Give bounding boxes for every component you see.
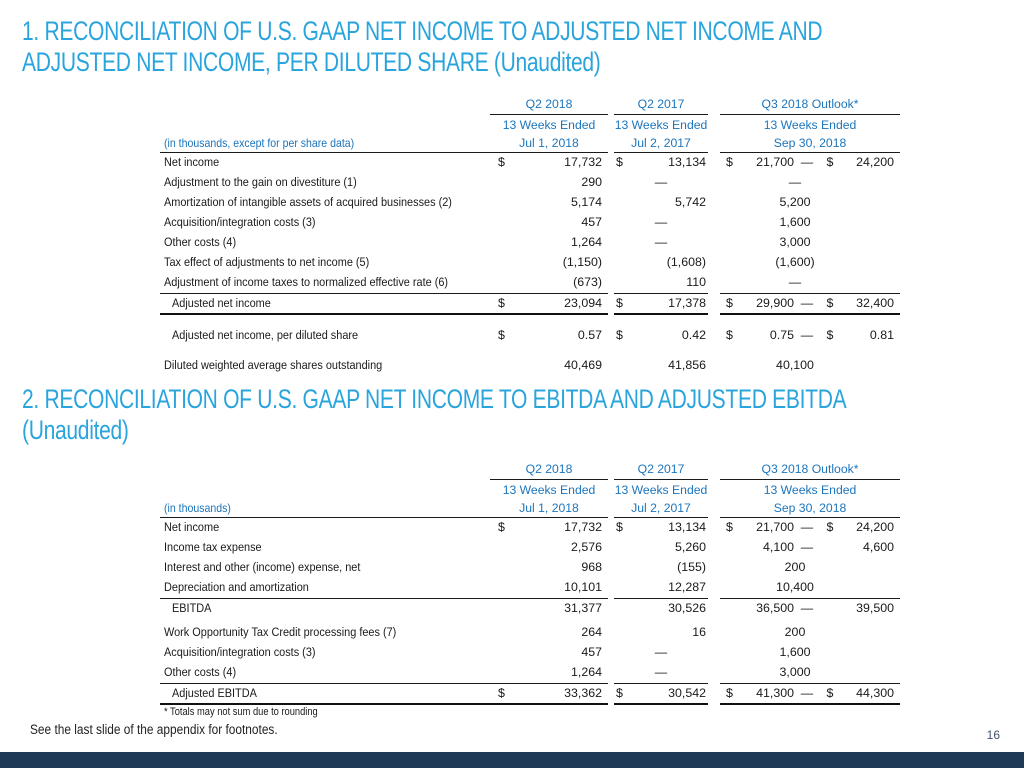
row-label: Tax effect of adjustments to net income (5) — [164, 255, 370, 269]
row-adjusted-ebitda: Adjusted EBITDA $ 33,362 $ 30,542 $ 41,300 — $ 44,300 — [160, 683, 900, 703]
row-wotc-fees: Work Opportunity Tax Credit processing fees (7) 264 16 200 — [160, 623, 900, 643]
table-2 — [160, 460, 900, 718]
row-net-income: Net income $ 17,732 $ 13,134 $ 21,700 — $ 24,200 — [160, 153, 900, 173]
col-q2-2017: Q2 2017 — [614, 460, 708, 480]
row-diluted-shares: Diluted weighted average shares outstanding 40,469 41,856 40,100 — [160, 356, 900, 376]
row-label: EBITDA — [172, 601, 212, 615]
row-income-tax: Income tax expense 2,576 5,260 4,100 — 4,600 — [160, 538, 900, 558]
row-label: Net income — [164, 155, 220, 169]
section-title-2 — [22, 384, 1024, 446]
weeks-ended: 13 Weeks Ended — [502, 483, 596, 497]
table-2-date-header — [160, 499, 900, 518]
section-title-2-line1 — [22, 384, 1024, 415]
row-label: Income tax expense — [164, 540, 262, 554]
row-acquisition-costs: Acquisition/integration costs (3) 457 — 1,600 — [160, 213, 900, 233]
row-label: Work Opportunity Tax Credit processing fees (7) — [164, 625, 397, 639]
row-label: Diluted weighted average shares outstanding — [164, 358, 383, 372]
row-adjusted-net-income: Adjusted net income $ 23,094 $ 17,378 $ 29,900 — $ 32,400 — [160, 293, 900, 313]
row-label: Interest and other (income) expense, net — [164, 560, 361, 574]
unit-note: (in thousands) — [164, 501, 231, 515]
row-label: Adjusted net income — [172, 296, 271, 310]
row-acquisition-costs: Acquisition/integration costs (3) 457 — 1,600 — [160, 643, 900, 663]
row-divestiture-adjustment: Adjustment to the gain on divestiture (1) 290 — — — [160, 173, 900, 193]
rounding-footnote: * Totals may not sum due to rounding — [164, 706, 318, 718]
title-text: 1. RECONCILIATION OF U.S. GAAP NET INCOME TO ADJUSTED NET INCOME AND — [22, 16, 823, 46]
section-title-1 — [22, 16, 1024, 78]
table-1-period-header — [160, 95, 900, 115]
table-1-date-header — [160, 134, 900, 153]
col-q2-2017: Q2 2017 — [614, 95, 708, 115]
period-end-date: Jul 1, 2018 — [490, 134, 608, 153]
section-title-2-line2 — [22, 415, 1024, 446]
row-label: Adjustment of income taxes to normalized effective rate (6) — [164, 275, 449, 289]
row-label: Adjustment to the gain on divestiture (1) — [164, 175, 357, 189]
row-net-income: Net income $ 17,732 $ 13,134 $ 21,700 — $ 24,200 — [160, 518, 900, 538]
title-text: (Unaudited) — [22, 415, 129, 445]
weeks-ended: 13 Weeks Ended — [614, 118, 708, 132]
row-label: Acquisition/integration costs (3) — [164, 645, 316, 659]
row-label: Acquisition/integration costs (3) — [164, 215, 316, 229]
table-2-period-header — [160, 460, 900, 480]
period-end-date: Jul 2, 2017 — [614, 499, 708, 518]
period-end-date: Jul 1, 2018 — [490, 499, 608, 518]
col-q2-2018: Q2 2018 — [490, 460, 608, 480]
row-adjusted-eps: Adjusted net income, per diluted share $ 0.57 $ 0.42 $ 0.75 — $ 0.81 — [160, 326, 900, 346]
row-label: Other costs (4) — [164, 665, 237, 679]
unit-note: (in thousands, except for per share data) — [164, 136, 355, 150]
row-tax-effect: Tax effect of adjustments to net income (5) (1,150) (1,608) (1,600) — [160, 253, 900, 273]
weeks-ended: 13 Weeks Ended — [763, 118, 857, 132]
row-ebitda: EBITDA 31,377 30,526 36,500 — 39,500 — [160, 598, 900, 618]
row-other-costs: Other costs (4) 1,264 — 3,000 — [160, 663, 900, 683]
title-text: ADJUSTED NET INCOME, PER DILUTED SHARE (Unaudited) — [22, 47, 601, 77]
row-label: Adjusted net income, per diluted share — [172, 328, 359, 342]
row-tax-normalization: Adjustment of income taxes to normalized effective rate (6) (673) 110 — — [160, 273, 900, 293]
row-label: Adjusted EBITDA — [172, 686, 257, 700]
period-end-date: Jul 2, 2017 — [614, 134, 708, 153]
title-text: 2. RECONCILIATION OF U.S. GAAP NET INCOME TO EBITDA AND ADJUSTED EBITDA — [22, 384, 847, 414]
table-1 — [160, 95, 900, 376]
appendix-note: See the last slide of the appendix for footnotes. — [30, 722, 278, 737]
row-label: Depreciation and amortization — [164, 580, 309, 594]
weeks-ended: 13 Weeks Ended — [763, 483, 857, 497]
col-q3-outlook: Q3 2018 Outlook* — [720, 460, 900, 480]
col-q3-outlook: Q3 2018 Outlook* — [720, 95, 900, 115]
row-label: Net income — [164, 520, 220, 534]
col-q2-2018: Q2 2018 — [490, 95, 608, 115]
row-amortization: Amortization of intangible assets of acquired businesses (2) 5,174 5,742 5,200 — [160, 193, 900, 213]
section-title-1-line1 — [22, 16, 1024, 47]
row-interest: Interest and other (income) expense, net 968 (155) 200 — [160, 558, 900, 578]
weeks-ended: 13 Weeks Ended — [614, 483, 708, 497]
row-depreciation: Depreciation and amortization 10,101 12,287 10,400 — [160, 578, 900, 598]
weeks-ended: 13 Weeks Ended — [502, 118, 596, 132]
period-end-date: Sep 30, 2018 — [720, 134, 900, 153]
table-1-weeks-header — [160, 115, 900, 134]
row-label: Other costs (4) — [164, 235, 237, 249]
table-2-weeks-header — [160, 480, 900, 499]
row-label: Amortization of intangible assets of acquired businesses (2) — [164, 195, 452, 209]
page-number: 16 — [986, 728, 1000, 742]
section-title-1-line2 — [22, 47, 1024, 78]
row-other-costs: Other costs (4) 1,264 — 3,000 — [160, 233, 900, 253]
footer-bar — [0, 752, 1024, 768]
period-end-date: Sep 30, 2018 — [720, 499, 900, 518]
